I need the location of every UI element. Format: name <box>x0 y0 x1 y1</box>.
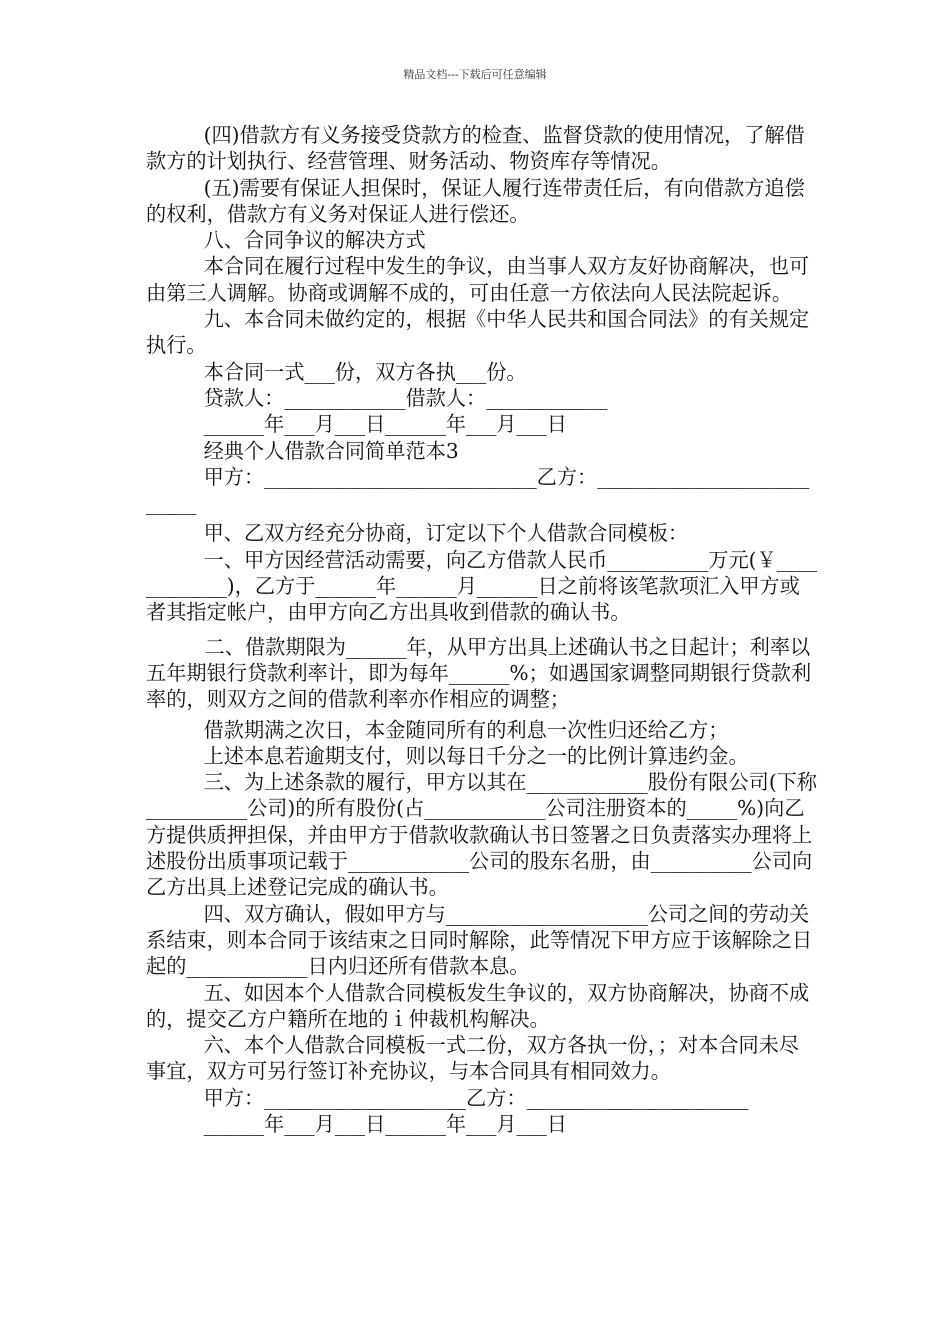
paragraph-repayment: 借款期满之次日，本金随同所有的利息一次性归还给乙方； <box>203 717 729 742</box>
document-body <box>146 122 818 1137</box>
template-title: 经典个人借款合同简单范本3 <box>203 438 459 463</box>
paragraph-article-2: 二、借款期限为______年，从甲方出具上述确认书之日起计；利率以五年期银行贷款利率计，即为每年______%；如遇国家调整同期银行贷款利率的，则双方之间的借款利率亦作相应的调整； <box>146 634 812 712</box>
signature-date-line: ______年___月___日______年___月___日 <box>203 412 567 437</box>
signature-party-line: 甲方：____________________乙方：______________________ <box>203 1085 749 1110</box>
paragraph-clause-4: (四)借款方有义务接受贷款方的检查、监督贷款的使用情况，了解借款方的计划执行、经营管理、财务活动、物资库存等情况。 <box>146 123 805 174</box>
paragraph-article-5: 五、如因本个人借款合同模板发生争议的，双方协商解决，协商不成的，提交乙方户籍所在地的ｉ仲裁机构解决。 <box>146 980 810 1031</box>
paragraph-clause-5: (五)需要有保证人担保时，保证人履行连带责任后，有向借款方追偿的权利，借款方有义务对保证人进行偿还。 <box>146 175 805 226</box>
paragraph-penalty: 上述本息若逾期支付，则以每日千分之一的比例计算违约金。 <box>203 743 749 768</box>
paragraph-article-3: 三、为上述条款的履行，甲方以其在____________股份有限公司(下称__________公司)的所有股份(占____________公司注册资本的_____%)向乙方提供质押担保，并由甲方于借款收款确认书日签署之日负责落实办理将上述股份出质事项记载于____________公司的股东名册，由__________公司向乙方出具上述登记完成的确认书。 <box>146 770 818 900</box>
party-line: 甲方：___________________________乙方：__________________________ <box>146 464 810 516</box>
page-header: 精品文档---下载后可任意编辑 <box>403 68 547 81</box>
paragraph-intro: 甲、乙双方经充分协商，订定以下个人借款合同模板： <box>203 521 689 546</box>
paragraph-copies: 本合同一式___份，双方各执___份。 <box>203 359 527 384</box>
paragraph-section-9: 九、本合同未做约定的，根据《中华人民共和国合同法》的有关规定执行。 <box>146 307 810 358</box>
signature-lender-borrower: 贷款人：____________借款人：____________ <box>203 385 608 410</box>
paragraph-article-1: 一、甲方因经营活动需要，向乙方借款人民币__________万元(￥____________)，乙方于______年______月______日之前将该笔款项汇入甲方或者其指定帐户，由甲方向乙方出具收到借款的确认书。 <box>146 547 818 625</box>
signature-date-line-2: ______年___月___日______年___月___日 <box>203 1111 567 1136</box>
section-heading-dispute: 八、合同争议的解决方式 <box>203 228 426 253</box>
paragraph-article-4: 四、双方确认，假如甲方与____________________公司之间的劳动关系结束，则本合同于该结束之日同时解除，此等情况下甲方应于该解除之日起的____________日内归还所有借款本息。 <box>146 901 813 979</box>
paragraph-dispute: 本合同在履行过程中发生的争议，由当事人双方友好协商解决，也可由第三人调解。协商或调解不成的，可由任意一方依法向人民法院起诉。 <box>146 254 810 305</box>
paragraph-article-6: 六、本个人借款合同模板一式二份，双方各执一份，；对本合同未尽事宜，双方可另行签订补充协议，与本合同具有相同效力。 <box>146 1033 800 1084</box>
